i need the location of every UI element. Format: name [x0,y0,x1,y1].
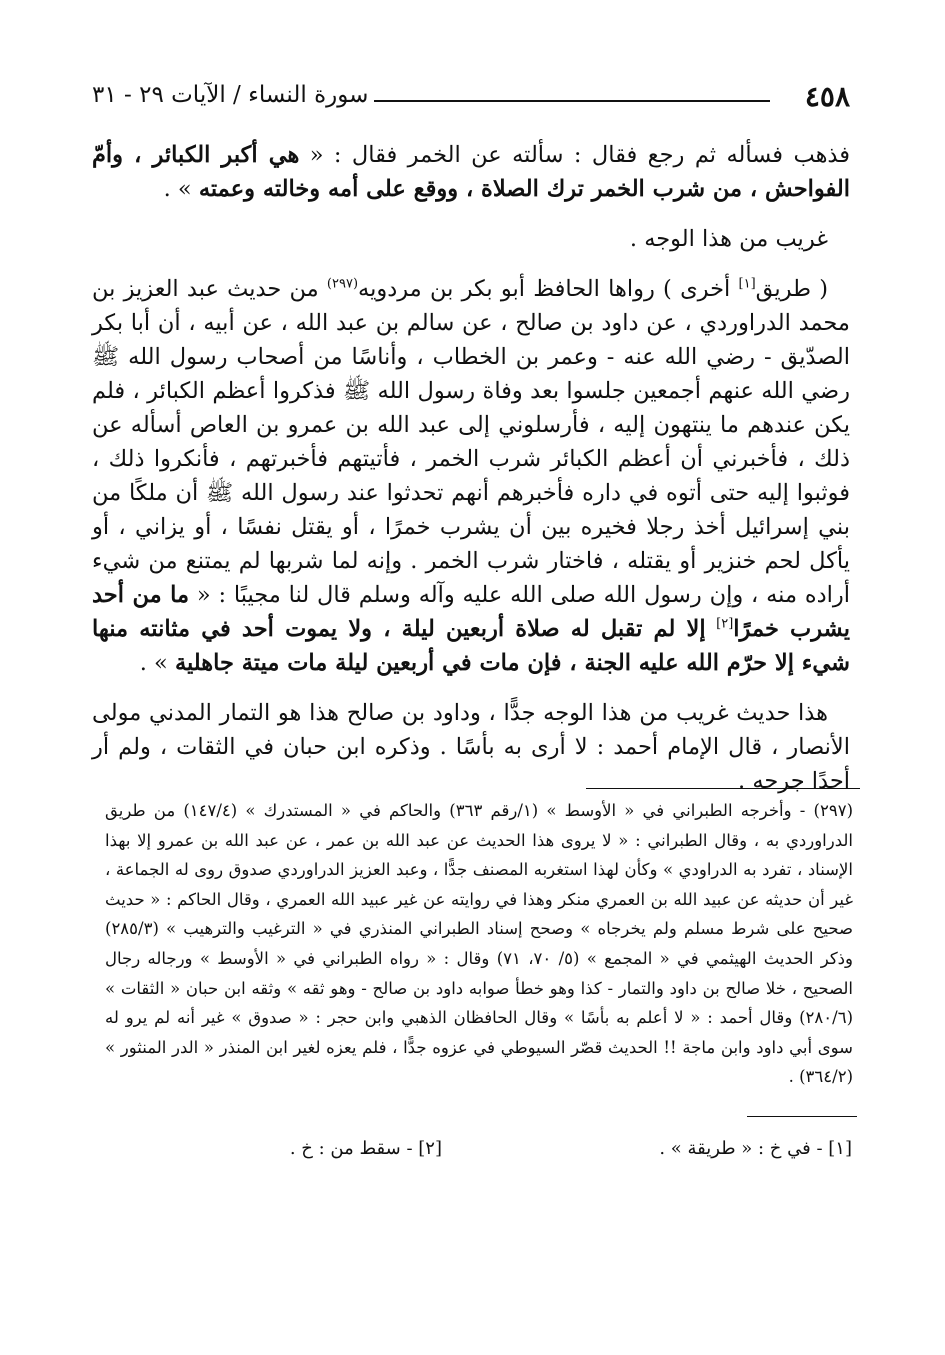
footnote-text: (٢٩٧) - وأخرجه الطبراني في « الأوسط » (١/رقم ٣٦٣) والحاكم في « المستدرك » (١٤٧/٤) من طريق الدراوردي به ، وقال الطبراني : « لا يروى هذا الحديث عن عبد الله بن عمر ، عن عبد الله بن عمرو إلا بهذا الإسناد ، تفرد به الدراودي » وكأن لهذا استغربه المصنف جدًّا ، وعبد العزيز الدراوردي صدوق روى له الجماعة ، غير أن حديثه عن عبيد الله بن العمري منكر وهذا في روايته عن غير عبيد الله العمري ، وقال الحاكم : « حديث صحيح على شرط مسلم ولم يخرجاه » وصحح إسناد الطبراني المنذري في « الترغيب والترهيب » (٢٨٥/٣) وذكر الحديث الهيثمي في « المجمع » (٥/ ٧٠، ٧١) وقال : « رواه الطبراني في « الأوسط » ورجاله رجال الصحيح ، خلا صالح بن داود والتمار - كذا وهو خطأ صوابه داود بن صالح - وهو ثقه » وثقه ابن حبان « الثقات » (٢٨٠/٦) وقال أحمد : « لا أعلم به بأسًا » وقال الحافظان الذهبي وابن حجر : « صدوق » غير أنه لم يرو له سوى أبي داود وابن ماجة !! الحديث قصّر السيوطي في عزوه جدًّا ، فلم يعزه لغير ابن المنذر « الدر المنثور » (٣٦٤/٢) . [105,801,854,1087]
page-header [92,80,850,120]
text: ( طريق [755,276,829,302]
note-ref-2[interactable]: [٢] [716,616,734,632]
text: فذهب فسأله ثم رجع فقال : سألته عن الخمر فقال : « [309,142,851,168]
text: » . [139,650,168,676]
hadith-quote: ما من أحد يشرب خمرًا [92,582,850,642]
paragraph-2: غريب من هذا الوجه . [629,226,828,252]
footnote-ref-297[interactable]: (٢٩٧) [326,276,359,292]
paragraph-3 [92,272,850,680]
note-ref-1[interactable]: [١] [738,276,756,292]
text: من حديث عبد العزيز بن محمد الدراوردي ، عن داود بن صالح ، عن سالم بن عبد الله ، عن أبيه ، أن أبا بكر الصدّيق - رضي الله عنه - وعمر بن الخطاب ، وأناسًا من أصحاب رسول الله ﷺ رضي الله عنهم أجمعين جلسوا بعد وفاة رسول الله ﷺ فذكروا أعظم الكبائر ، فلم يكن عندهم ما ينتهون إليه ، فأرسلوني إلى عبد الله بن عمرو بن العاص أسأله عن ذلك ، فأخبرني أن أعظم الكبائر شرب الخمر ، فأتيتهم فأخبرتهم ، فأنكروا ذلك ، فوثبوا إليه حتى أتوه في داره فأخبرهم أنهم تحدثوا عند رسول الله ﷺ أن ملكًا من بني إسرائيل أخذ رجلا فخيره بين أن يشرب خمرًا ، أو يقتل نفسًا ، أو يزاني ، أو يأكل لحم خنزير أو يقتله ، فاختار شرب الخمر . وإنه لما شربها لم يمتنع من شيء أراده منه ، وإن رسول الله صلى الله عليه وآله وسلم قال لنا مجيبًا : « [92,276,851,608]
notes-rule [747,1116,857,1117]
manuscript-notes [280,1138,852,1168]
page-number: ٤٥٨ [804,80,850,113]
note-2: [٢] - سقط من : خ . [289,1138,442,1159]
footnote-297 [105,796,853,1092]
hadith-quote: هي أكبر الكبائر ، وأمّ الفواحش ، من شرب الخمر ترك الصلاة ، ووقع على أمه وخالته وعمته [92,142,850,202]
note-1: [١] - في خ : « طريقة » . [659,1138,852,1159]
header-rule [374,100,770,102]
footnote-rule [586,788,860,789]
paragraph-4: هذا حديث غريب من هذا الوجه جدًّا ، وداود بن صالح هذا هو التمار المدني مولى الأنصار ، قال الإمام أحمد : لا أرى به بأسًا . وذكره ابن حبان في الثقات ، ولم أر أحدًا جرحه . [92,700,850,794]
text: » . [163,176,192,202]
paragraph-1 [92,138,850,206]
hadith-quote: إلا لم تقبل له صلاة أربعين ليلة ، ولا يموت أحد في مثانته منها شيء إلا حرّم الله عليه الجنة ، فإن مات في أربعين ليلة مات ميتة جاهلية [92,616,850,676]
main-text [92,138,850,798]
running-title: سورة النساء / الآيات ٢٩ - ٣١ [92,82,369,108]
text: أخرى ) رواها الحافظ أبو بكر بن مردويه [358,276,731,302]
